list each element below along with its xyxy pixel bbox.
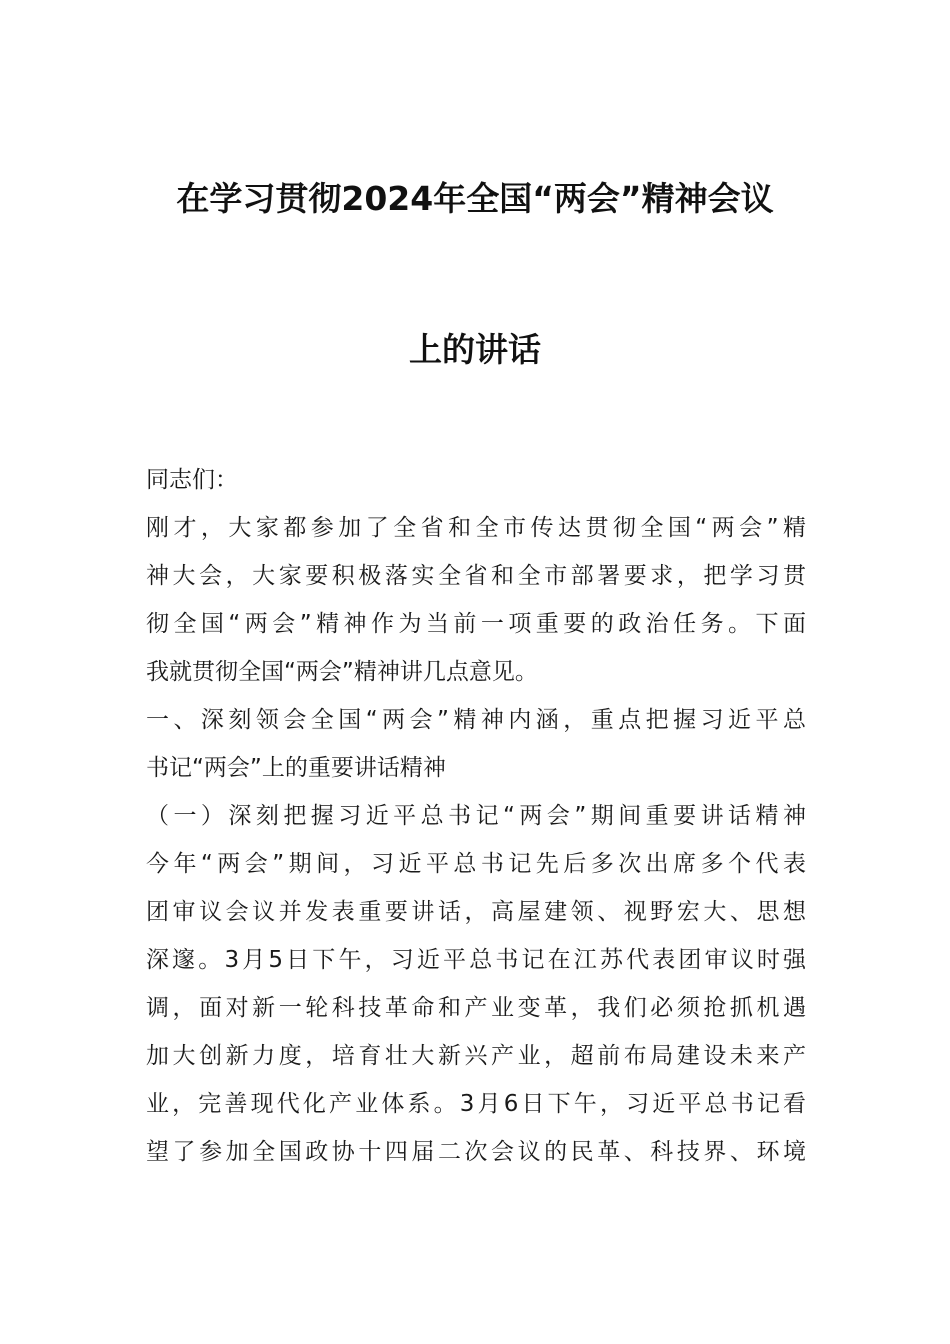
salutation: 同志们： xyxy=(146,467,238,493)
paragraph-line: 刚才，大家都参加了全省和全市传达贯彻全国“两会”精 xyxy=(146,515,806,541)
section-heading-line: 一、深刻领会全国“两会”精神内涵，重点把握习近平总 xyxy=(146,707,806,733)
paragraph-line: 望了参加全国政协十四届二次会议的民革、科技界、环境 xyxy=(146,1139,806,1165)
document-title-line-2: 上的讲话 xyxy=(409,330,541,369)
paragraph-line: 加大创新力度，培育壮大新兴产业，超前布局建设未来产 xyxy=(146,1043,806,1069)
paragraph-line: 深邃。3月5日下午，习近平总书记在江苏代表团审议时强 xyxy=(146,947,806,973)
paragraph-line: 我就贯彻全国“两会”精神讲几点意见。 xyxy=(146,659,538,685)
paragraph-line: 彻全国“两会”精神作为当前一项重要的政治任务。下面 xyxy=(146,611,806,637)
paragraph-line: 今年“两会”期间，习近平总书记先后多次出席多个代表 xyxy=(146,851,806,877)
document-title-line-1: 在学习贯彻2024年全国“两会”精神会议 xyxy=(176,179,774,218)
paragraph-line: 团审议会议并发表重要讲话，高屋建领、视野宏大、思想 xyxy=(146,899,806,925)
section-heading-line: 书记“两会”上的重要讲话精神 xyxy=(146,755,446,781)
paragraph-line: 神大会，大家要积极落实全省和全市部署要求，把学习贯 xyxy=(146,563,806,589)
subsection-heading: （一）深刻把握习近平总书记“两会”期间重要讲话精神 xyxy=(146,803,806,829)
paragraph-line: 业，完善现代化产业体系。3月6日下午，习近平总书记看 xyxy=(146,1091,806,1117)
paragraph-line: 调，面对新一轮科技革命和产业变革，我们必须抢抓机遇 xyxy=(146,995,806,1021)
